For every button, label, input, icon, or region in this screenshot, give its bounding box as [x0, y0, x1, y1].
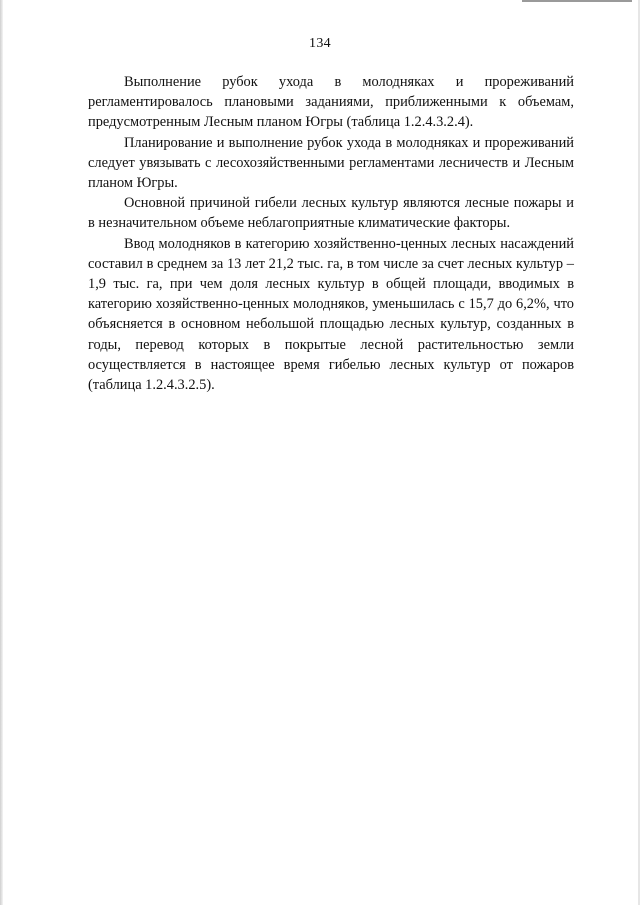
scan-top-mark	[522, 0, 632, 2]
paragraph-forest-crop-loss: Основной причиной гибели лесных культур являются лесные пожары и в незначительном объеме неблагоприятные климатические факторы.	[88, 195, 574, 232]
document-body	[88, 72, 574, 395]
paragraph-planning-regulations: Планирование и выполнение рубок ухода в молодняках и прореживаний следует увязывать с лесохозяйственными регламентами лесничеств и Лесным планом Югры.	[88, 134, 574, 192]
scan-left-edge	[0, 0, 3, 905]
page-number: 134	[309, 36, 331, 51]
paragraph-thinning-plan: Выполнение рубок ухода в молодняках и прореживаний регламентировалось плановыми заданиями, приближенными к объемам, предусмотренным Лесным планом Югры (таблица 1.2.4.3.2.4).	[88, 74, 574, 131]
paragraph-young-stand-transfer: Ввод молодняков в категорию хозяйственно-ценных лесных насаждений составил в среднем за 13 лет 21,2 тыс. га, в том числе за счет лесных культур – 1,9 тыс. га, при чем доля лесных культур в общей площади, вводимых в категорию хозяйственно-ценных молодняков, уменьшилась с 15,7 до 6,2%, что объясняется в основном небольшой площадью лесных культур, созданных в годы, перевод которых в покрытые лесной растительностью земли осуществляется в настоящее время гибелью лесных культур от пожаров (таблица 1.2.4.3.2.5).	[88, 235, 574, 394]
